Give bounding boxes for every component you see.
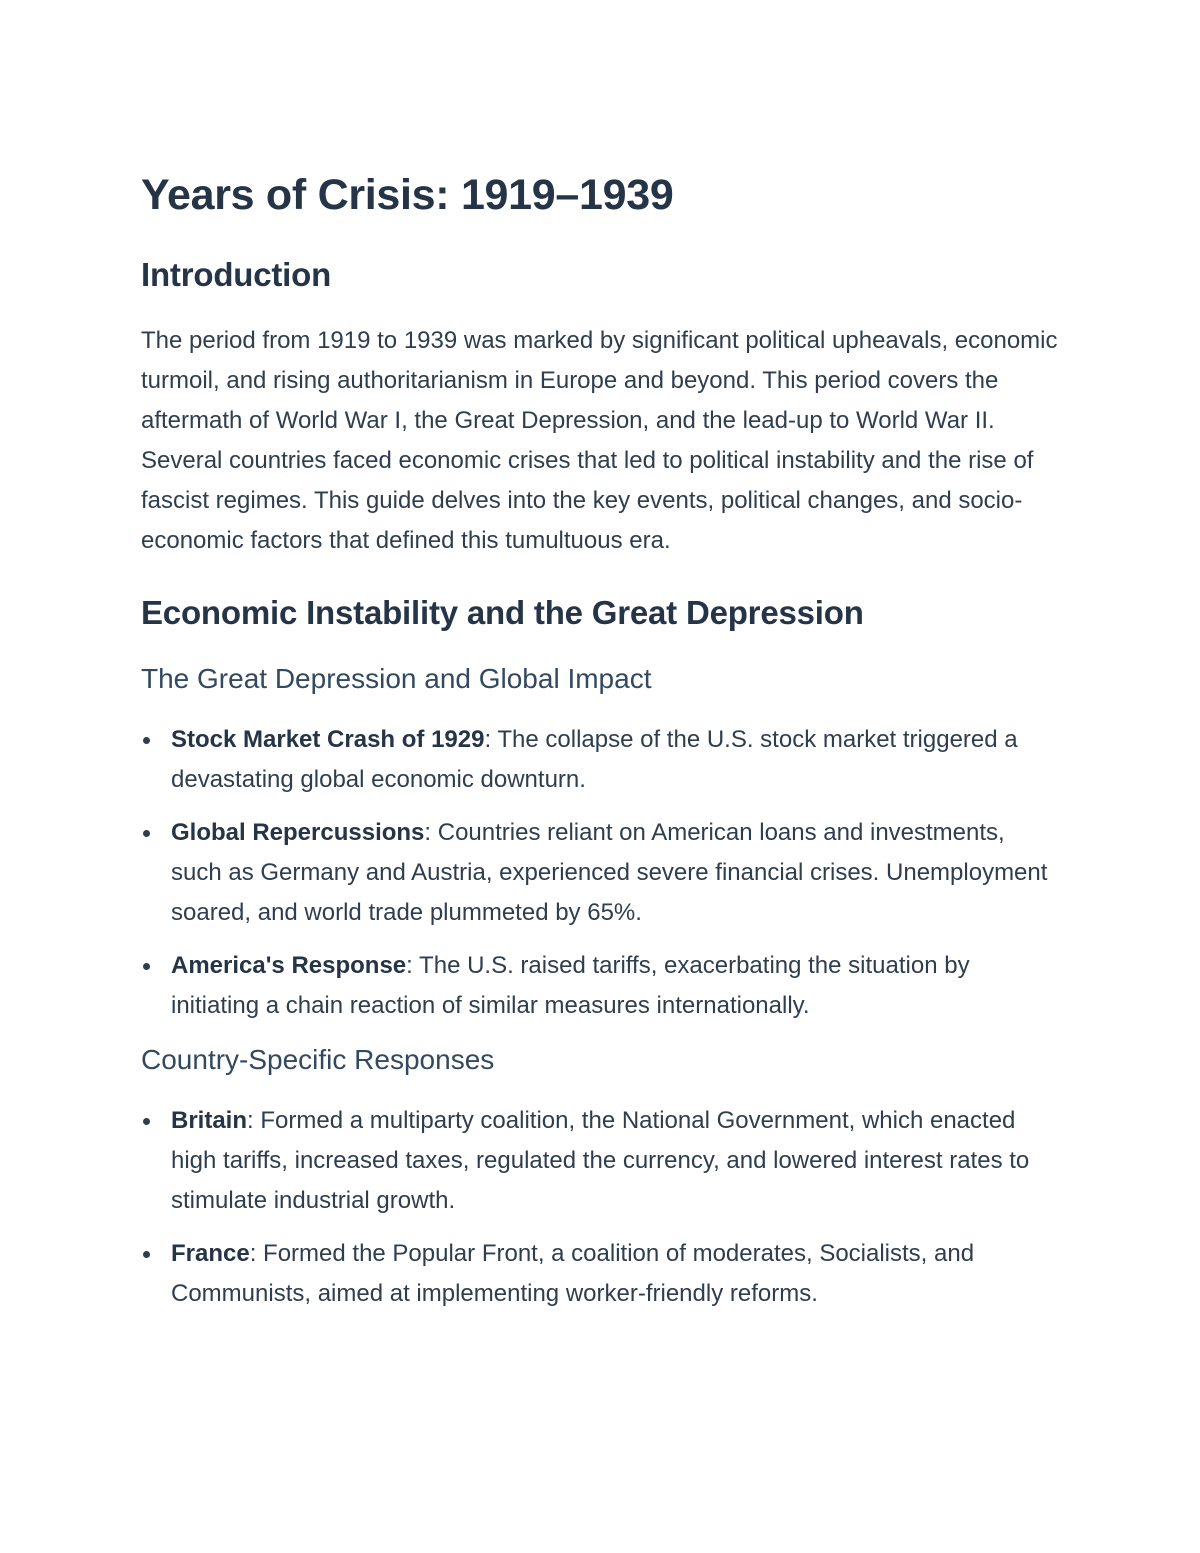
list-item-text: : Formed the Popular Front, a coalition of moderates, Socialists, and Communists, aimed at implementing worker-friendly reforms. xyxy=(171,1240,975,1307)
bullet-icon xyxy=(143,830,150,837)
list-item xyxy=(141,720,1061,800)
list-item-text: : The collapse of the U.S. stock market triggered a devastating global economic downturn. xyxy=(171,726,1018,793)
bullet-icon xyxy=(143,1118,150,1125)
economic-section-heading: Economic Instability and the Great Depression xyxy=(141,594,864,631)
introduction-paragraph: The period from 1919 to 1939 was marked by significant political upheavals, economic turmoil, and rising authoritarianism in Europe and beyond. This period covers the aftermath of World War I, the Great Depression, and the lead-up to World War II. Several countries faced economic crises that led to political instability and the rise of fascist regimes. This guide delves into the key events, political changes, and socio-economic factors that defined this tumultuous era. xyxy=(141,327,1058,554)
list-item-term: Stock Market Crash of 1929 xyxy=(171,726,485,753)
list-item xyxy=(141,946,1061,1026)
country-responses-list xyxy=(141,1101,1061,1314)
bullet-icon xyxy=(143,1251,150,1258)
bullet-icon xyxy=(143,737,150,744)
great-depression-subheading: The Great Depression and Global Impact xyxy=(141,663,652,694)
list-item-term: America's Response xyxy=(171,952,407,979)
country-responses-subheading: Country-Specific Responses xyxy=(141,1044,495,1075)
list-item xyxy=(141,1234,1061,1314)
introduction-heading: Introduction xyxy=(141,256,332,293)
list-item-term: France xyxy=(171,1240,250,1267)
bullet-icon xyxy=(143,963,150,970)
list-item-term: Britain xyxy=(171,1107,248,1134)
list-item-text: : Countries reliant on American loans and investments, such as Germany and Austria, experienced severe financial crises. Unemployment soared, and world trade plummeted by 65%. xyxy=(171,819,1048,926)
list-item xyxy=(141,813,1061,933)
list-item-text: : Formed a multiparty coalition, the National Government, which enacted high tariffs, increased taxes, regulated the currency, and lowered interest rates to stimulate industrial growth. xyxy=(171,1107,1030,1214)
document-title: Years of Crisis: 1919–1939 xyxy=(141,171,674,219)
list-item-term: Global Repercussions xyxy=(171,819,425,846)
document-page xyxy=(141,168,1061,1314)
list-item-text: : The U.S. raised tariffs, exacerbating the situation by initiating a chain reaction of similar measures internationally. xyxy=(171,952,970,1019)
list-item xyxy=(141,1101,1061,1221)
great-depression-list xyxy=(141,720,1061,1026)
